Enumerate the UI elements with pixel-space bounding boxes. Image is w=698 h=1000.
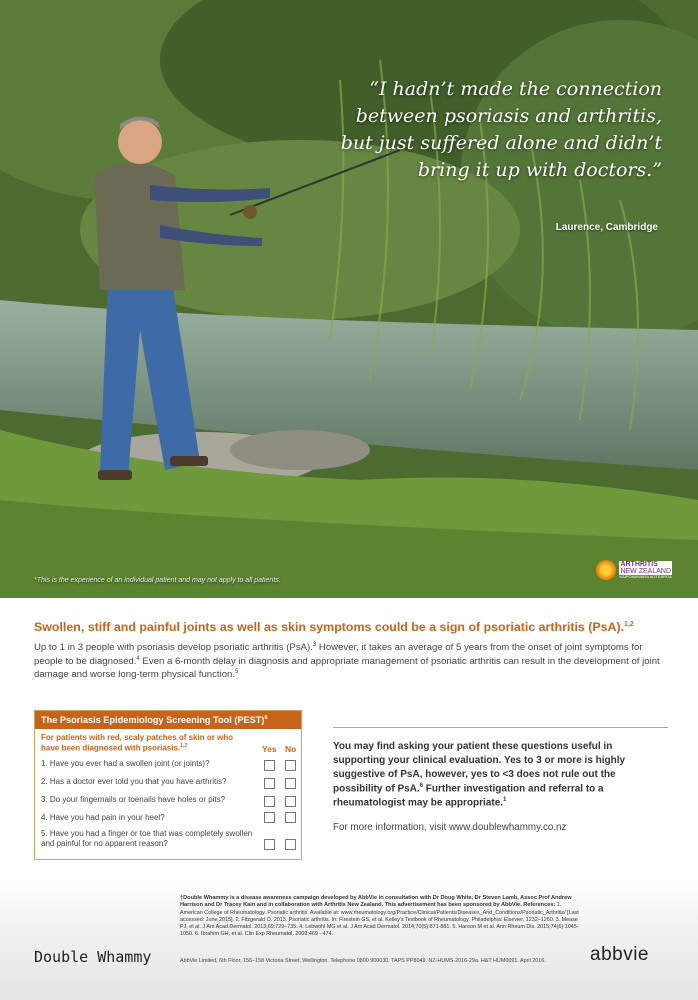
pest-subtitle <box>41 733 241 754</box>
evaluation-ref-2: 1 <box>503 797 507 804</box>
intro-paragraph <box>34 641 668 682</box>
headline <box>34 620 674 634</box>
pest-title-ref: 6 <box>264 715 268 721</box>
arthritis-nz-logo <box>596 560 672 580</box>
q3-yes-checkbox[interactable] <box>264 796 275 807</box>
footer-fine-lead: †Double Whammy is a disease awareness campaign developed by AbbVie in consultation with Dr Doug White, Dr Steven Lamb, Assoc Prof Andrew Harrison and Dr Tracey Kain and in collaboration with Arthritis New Zealand. This advertisement has been sponsored by AbbVie. References: <box>180 895 572 909</box>
intro-part-2: However, it takes an average of 5 years from the onset of joint symptoms for people to be diagnosed. <box>34 642 643 667</box>
pest-question-4: 4. Have you had pain in your heel? <box>41 813 165 822</box>
headline-ref: 1,2 <box>624 620 634 628</box>
q2-yes-checkbox[interactable] <box>264 778 275 789</box>
quote-attribution: Laurence, Cambridge <box>555 222 658 233</box>
q4-yes-checkbox[interactable] <box>264 812 275 823</box>
double-whammy-logo: Double Whammy <box>34 948 152 966</box>
patient-disclaimer: *This is the experience of an individual patient and may not apply to all patients. <box>34 577 281 584</box>
yes-column-header: Yes <box>262 744 277 754</box>
evaluation-guidance <box>333 740 653 811</box>
pest-question-5: 5. Have you had a finger or toe that was completely swollen and painful for no apparent reason? <box>41 829 253 849</box>
logo-line-1: ARTHRITIS <box>619 561 672 568</box>
pest-question-2: 2. Has a doctor ever told you that you have arthritis? <box>41 777 227 786</box>
q4-no-checkbox[interactable] <box>285 812 296 823</box>
q2-no-checkbox[interactable] <box>285 778 296 789</box>
logo-line-2: NEW ZEALAND <box>620 567 671 575</box>
footer-address: AbbVie Limited, 6th Floor, 156–158 Victoria Street, Wellington. Telephone 0800 900030. TAPS PP8049. NZ-HUMS-2016-29a. H&T HUM0091. April 2016. <box>180 958 546 964</box>
evaluation-text-2: Further investigation and referral to a rheumatologist may be appropriate. <box>333 783 604 809</box>
intro-part-1: Up to 1 in 3 people with psoriasis develop psoriatic arthritis (PsA). <box>34 642 313 654</box>
section-divider <box>333 727 668 728</box>
pest-questionnaire <box>34 710 302 860</box>
no-column-header: No <box>285 744 297 754</box>
pest-subtitle-ref: 1,2 <box>180 743 188 749</box>
pest-title <box>35 711 301 729</box>
patient-quote: “I hadn’t made the connection between psoriasis and arthritis, but just suffered alone and didn’t bring it up with doctors.” <box>340 78 662 181</box>
q5-no-checkbox[interactable] <box>285 839 296 850</box>
q1-no-checkbox[interactable] <box>285 760 296 771</box>
logo-line-3: KAIPONAWARA AOTEAROA <box>619 574 672 580</box>
abbvie-logo: abbvie <box>590 944 649 965</box>
evaluation-ref-1: 6 <box>419 783 424 789</box>
intro-part-3: Even a 6-month delay in diagnosis and appropriate management of psoriatic arthritis can result in the development of joint damage and worse long-term physical function. <box>34 655 660 681</box>
pest-question-3: 3. Do your fingernails or toenails have holes or pits? <box>41 795 226 804</box>
pest-subtitle-text: For patients with red, scaly patches of skin or who have been diagnosed with psoriasis. <box>41 733 234 753</box>
sun-flower-icon <box>596 560 616 580</box>
pest-question-1: 1. Have you ever had a swollen joint (or joints)? <box>41 759 210 768</box>
pest-title-text: The Psoriasis Epidemiology Screening Tool (PEST) <box>41 715 265 726</box>
intro-ref-3: 5 <box>235 669 239 676</box>
footer-fine-print <box>180 895 580 938</box>
q5-yes-checkbox[interactable] <box>264 839 275 850</box>
headline-text: Swollen, stiff and painful joints as well as skin symptoms could be a sign of psoriatic arthritis (PsA). <box>34 620 625 634</box>
intro-ref-2: 4 <box>136 655 140 662</box>
q3-no-checkbox[interactable] <box>285 796 296 807</box>
q1-yes-checkbox[interactable] <box>264 760 275 771</box>
footer-references: 1. American College of Rheumatology. Psoriatic arthritis. Available at: www.rheumatology.org/Practice/Clinical/Patients/Diseases_And_Conditions/Psoriatic_Arthritis/ [Last accessed: June 2015]. 2. Fitzgerald O. 2013. Psoriatic arthritis. In: Firestein GS, et al. Kelley's Textbook of Rheumatology. Philadelphia: Elsevier, 1232–1260. 3. Mease PJ, et al. J Am Acad Dermatol. 2013;69:729–735. 4. Lebwohl MG et al. J Am Acad Dermatol. 2014;70(5):871-881. 5. Haroon M et al. Ann Rheum Dis. 2015;74(6):1045-1050. 6. Ibrahim GH, et al. Clin Exp Rheumatol. 2009;469 - 474. <box>180 902 579 938</box>
intro-ref-1: 3 <box>312 642 317 648</box>
more-info-link[interactable]: For more information, visit www.doublewhammy.co.nz <box>333 822 567 833</box>
evaluation-text: You may find asking your patient these questions useful in supporting your clinical evaluation. Yes to 3 or more is highly suggestive of PsA, however, yes to <3 does not rule out the possibility of PsA. <box>333 741 626 795</box>
